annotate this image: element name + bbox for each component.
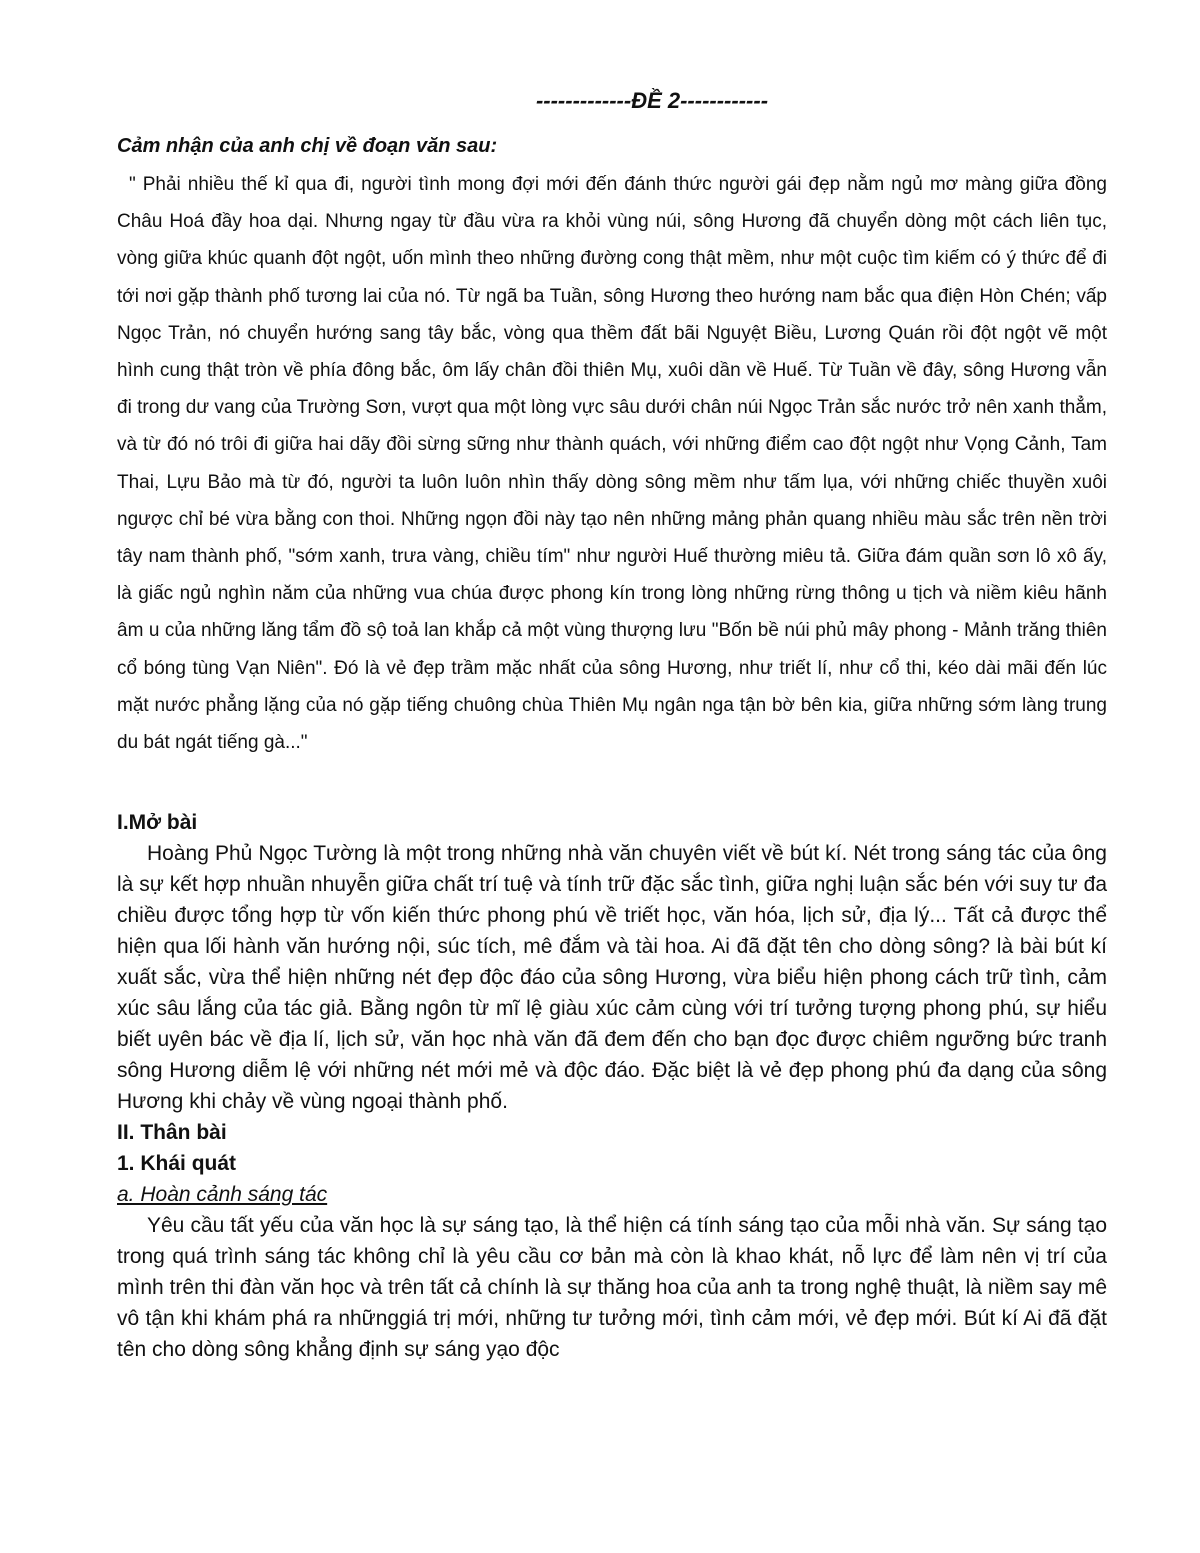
subsection-heading-overview: 1. Khái quát xyxy=(117,1152,237,1176)
section-heading-intro: I.Mở bài xyxy=(117,811,198,835)
document-title: -------------ĐỀ 2------------ xyxy=(535,88,769,113)
essay-prompt: Cảm nhận của anh chị về đoạn văn sau: xyxy=(117,135,498,157)
section-heading-body: II. Thân bài xyxy=(117,1121,227,1145)
document-page xyxy=(117,82,1107,1365)
intro-paragraph: Hoàng Phủ Ngọc Tường là một trong những nhà văn chuyên viết về bút kí. Nét trong sáng tác của ông là sự kết hợp nhuần nhuyễn giữa chất trí tuệ và tính trữ đặc sắc tình, giữa nghị luận sắc bén với suy tư đa chiều được tổng hợp từ vốn kiến thức phong phú về triết học, văn hóa, lịch sử, địa lý... Tất cả được thể hiện qua lối hành văn hướng nội, súc tích, mê đắm và tài hoa. Ai đã đặt tên cho dòng sông? là bài bút kí xuất sắc, vừa thể hiện những nét đẹp độc đáo của sông Hương, vừa biểu hiện phong cách trữ tình, cảm xúc sâu lắng của tác giả. Bằng ngôn từ mĩ lệ giàu xúc cảm cùng với trí tưởng tượng phong phú, sự hiểu biết uyên bác về địa lí, lịch sử, văn học nhà văn đã đem đến cho bạn đọc được chiêm ngưỡng bức tranh sông Hương diễm lệ với những nét mới mẻ và độc đáo. Đặc biệt là vẻ đẹp phong phú đa dạng của sông Hương khi chảy về vùng ngoại thành phố. xyxy=(117,842,1107,1114)
subsection-heading-context: a. Hoàn cảnh sáng tác xyxy=(117,1183,328,1207)
context-paragraph: Yêu cầu tất yếu của văn học là sự sáng tạo, là thể hiện cá tính sáng tạo của mỗi nhà văn. Sự sáng tạo trong quá trình sáng tác không chỉ là yêu cầu cơ bản mà còn là khao khát, nỗ lực để làm nên vị trí của mình trên thi đàn văn học và trên tất cả chính là sự thăng hoa của anh ta trong nghệ thuật, là niềm say mê vô tận khi khám phá ra nhữnggiá trị mới, những tư tưởng mới, tình cảm mới, vẻ đẹp mới. Bút kí Ai đã đặt tên cho dòng sông khẳng định sự sáng yạo độc xyxy=(117,1214,1107,1362)
quoted-passage: " Phải nhiều thế kỉ qua đi, người tình mong đợi mới đến đánh thức người gái đẹp nằm ngủ mơ màng giữa đồng Châu Hoá đầy hoa dại. Nhưng ngay từ đầu vừa ra khỏi vùng núi, sông Hương đã chuyển dòng một cách liên tục, vòng giữa khúc quanh đột ngột, uốn mình theo những đường cong thật mềm, như một cuộc tìm kiếm có ý thức để đi tới nơi gặp thành phố tương lai của nó. Từ ngã ba Tuần, sông Hương theo hướng nam bắc qua điện Hòn Chén; vấp Ngọc Trản, nó chuyển hướng sang tây bắc, vòng qua thềm đất bãi Nguyệt Biều, Lương Quán rồi đột ngột vẽ một hình cung thật tròn về phía đông bắc, ôm lấy chân đồi thiên Mụ, xuôi dần về Huế. Từ Tuần về đây, sông Hương vẫn đi trong dư vang của Trường Sơn, vượt qua một lòng vực sâu dưới chân núi Ngọc Trản sắc nước trở nên xanh thẳm, và từ đó nó trôi đi giữa hai dãy đồi sừng sững như thành quách, với những điểm cao đột ngột như Vọng Cảnh, Tam Thai, Lựu Bảo mà từ đó, người ta luôn luôn nhìn thấy dòng sông mềm như tấm lụa, với những chiếc thuyền xuôi ngược chỉ bé vừa bằng con thoi. Những ngọn đồi này tạo nên những mảng phản quang nhiều màu sắc trên nền trời tây nam thành phố, "sớm xanh, trưa vàng, chiều tím" như người Huế thường miêu tả. Giữa đám quần sơn lô xô ấy, là giấc ngủ nghìn năm của những vua chúa được phong kín trong lòng những rừng thông u tịch và niềm kiêu hãnh âm u của những lăng tẩm đồ sộ toả lan khắp cả một vùng thượng lưu "Bốn bề núi phủ mây phong - Mảnh trăng thiên cổ bóng tùng Vạn Niên". Đó là vẻ đẹp trầm mặc nhất của sông Hương, như triết lí, như cổ thi, kéo dài mãi đến lúc mặt nước phẳng lặng của nó gặp tiếng chuông chùa Thiên Mụ ngân nga tận bờ bên kia, giữa những sớm làng trung du bát ngát tiếng gà..." xyxy=(117,174,1107,754)
